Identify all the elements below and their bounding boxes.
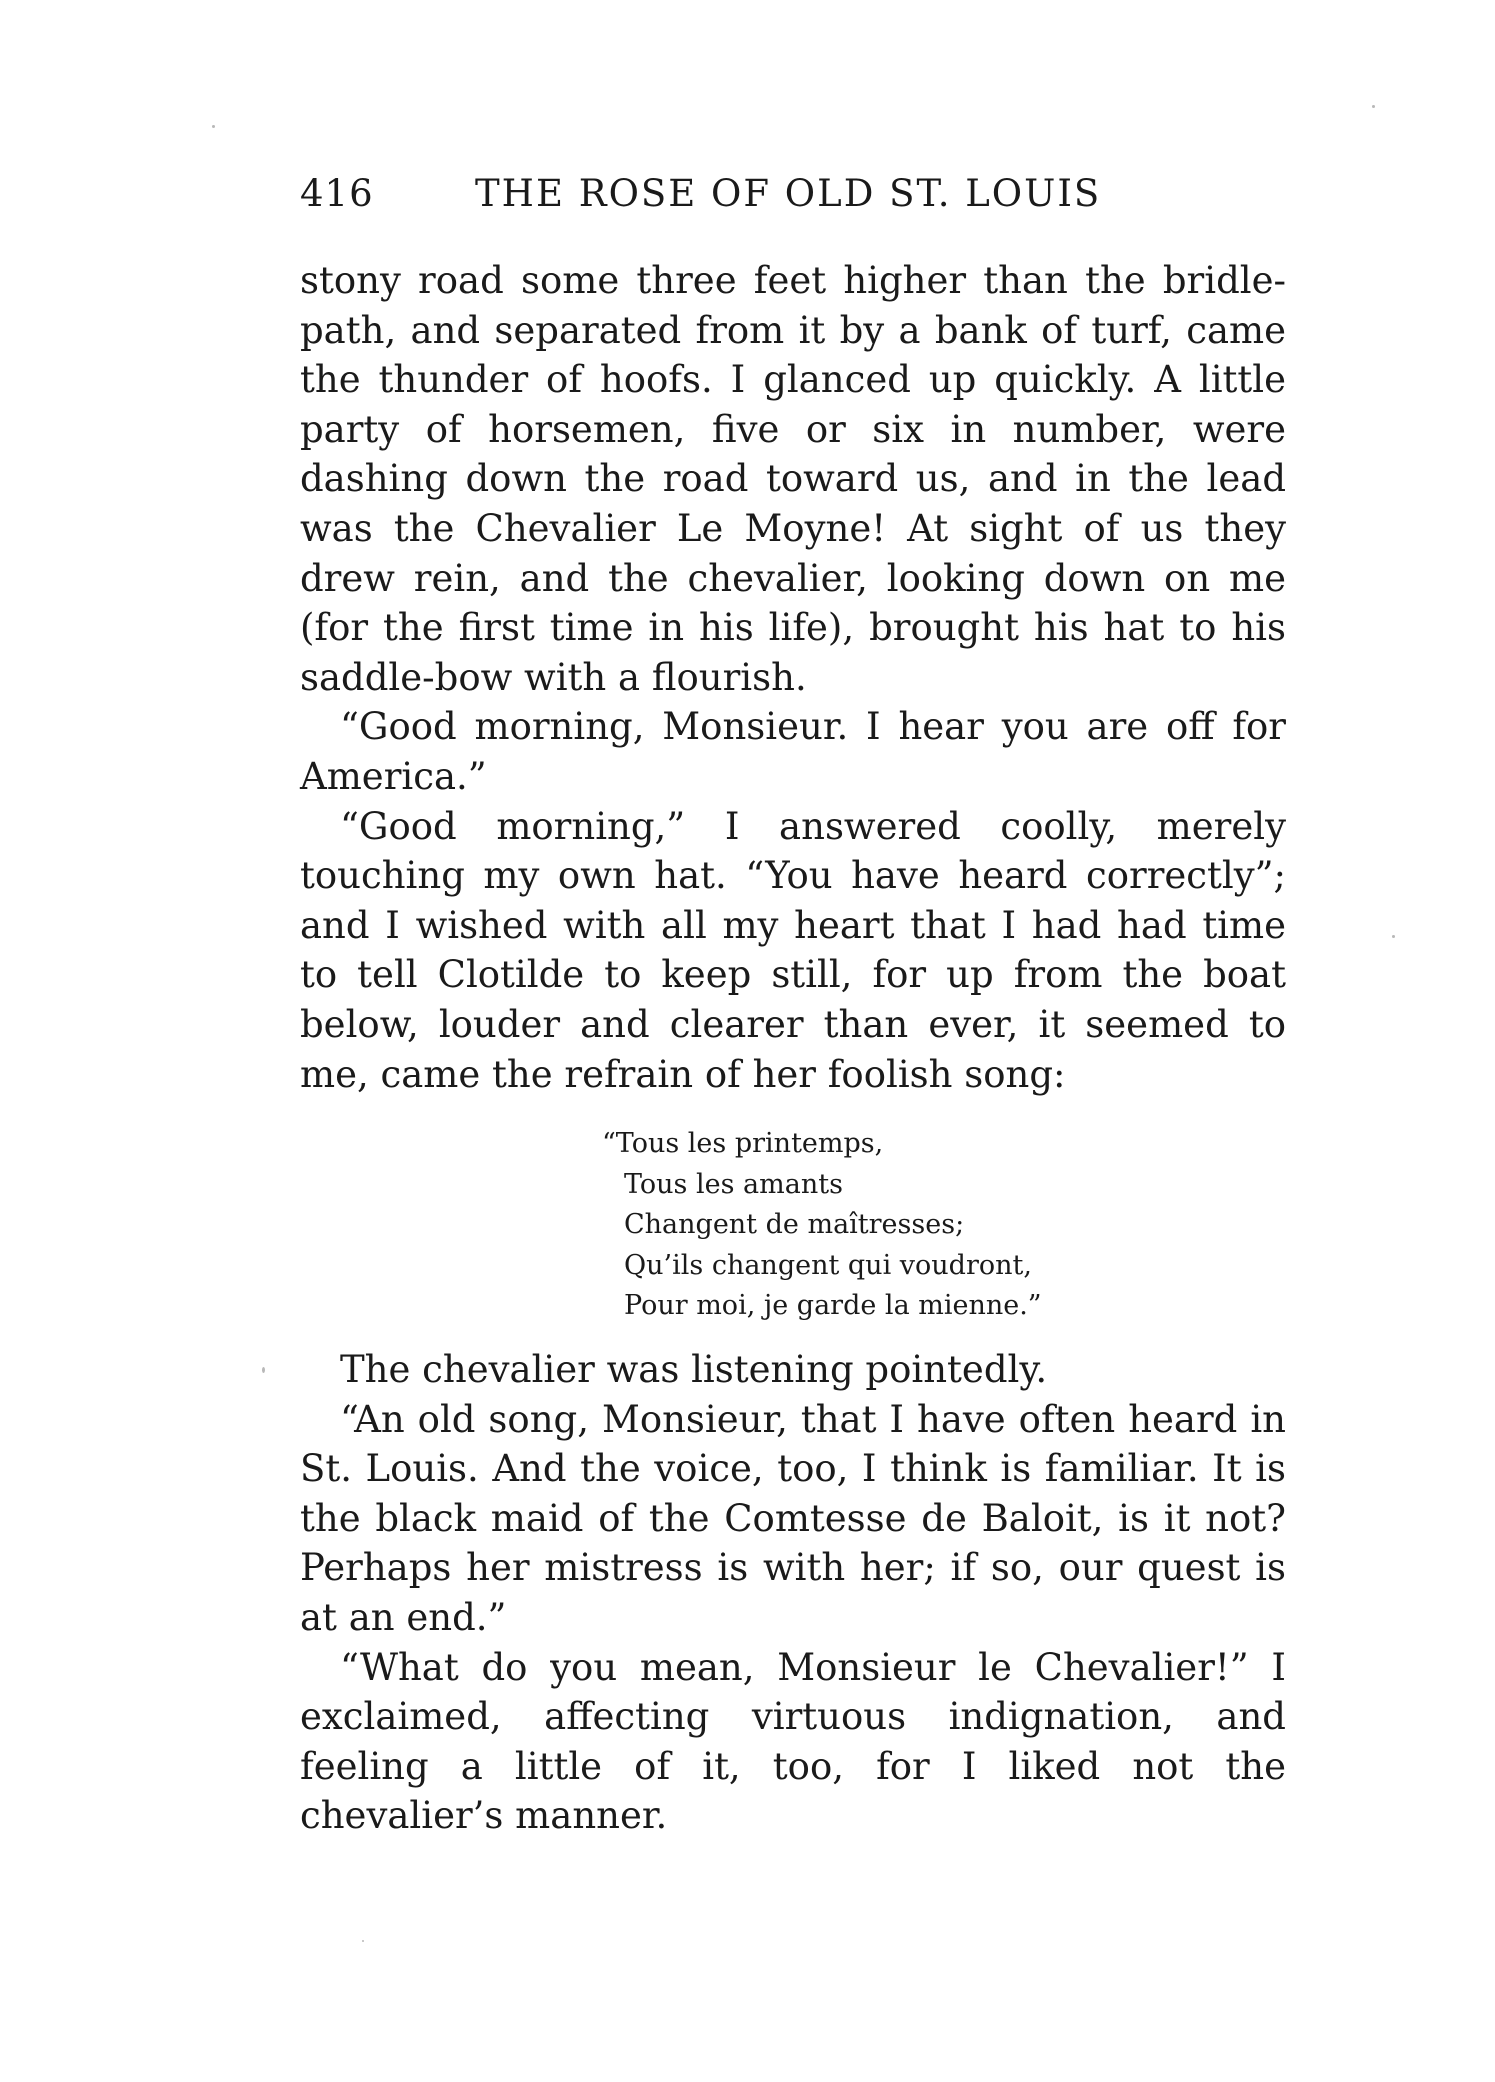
- paragraph: “Good morning,” I answered coolly, merely touching my own hat. “You have heard correctly”; and I wished with all my heart that I had had time to tell Clotilde to keep still, for up from the boat below, louder and clearer than ever, it seemed to me, came the refrain of her foolish song:: [300, 804, 1286, 1096]
- page-header: [300, 172, 1286, 222]
- paragraph: The chevalier was listening pointedly.: [340, 1348, 1048, 1391]
- running-title: THE ROSE OF OLD ST. LOUIS: [475, 172, 1102, 215]
- page-number: 416: [300, 172, 374, 215]
- body-text-bottom: [300, 1345, 1286, 1841]
- paragraph: stony road some three feet higher than the bridle-path, and separated from it by a bank of turf, came the thunder of hoofs. I glanced up quickly. A little party of horsemen, five or six in number, were dashing down the road toward us, and in the lead was the Chevalier Le Moyne! At sight of us they drew rein, and the chevalier, looking down on me (for the first time in his life), brought his hat to his saddle-bow with a flourish.: [300, 259, 1286, 699]
- paragraph: “What do you mean, Monsieur le Chevalier!” I exclaimed, affecting virtuous indignation, and feeling a little of it, too, for I liked not the chevalier’s manner.: [300, 1645, 1286, 1838]
- paragraph: “An old song, Monsieur, that I have often heard in St. Louis. And the voice, too, I think is familiar. It is the black maid of the Comtesse de Baloit, is it not? Perhaps her mistress is with her; if so, our quest is at an end.”: [300, 1397, 1286, 1639]
- verse-line: Qu’ils changent qui voudront,: [624, 1249, 1032, 1281]
- verse-line: Tous les amants: [624, 1168, 843, 1200]
- verse-line: “Tous les printemps,: [602, 1128, 884, 1159]
- song-verse: [602, 1124, 1042, 1327]
- body-text-top: [300, 256, 1286, 1099]
- verse-line: Changent de maîtresses;: [624, 1209, 965, 1240]
- verse-line: Pour moi, je garde la mienne.”: [624, 1290, 1042, 1321]
- paragraph: “Good morning, Monsieur. I hear you are off for America.”: [300, 705, 1286, 798]
